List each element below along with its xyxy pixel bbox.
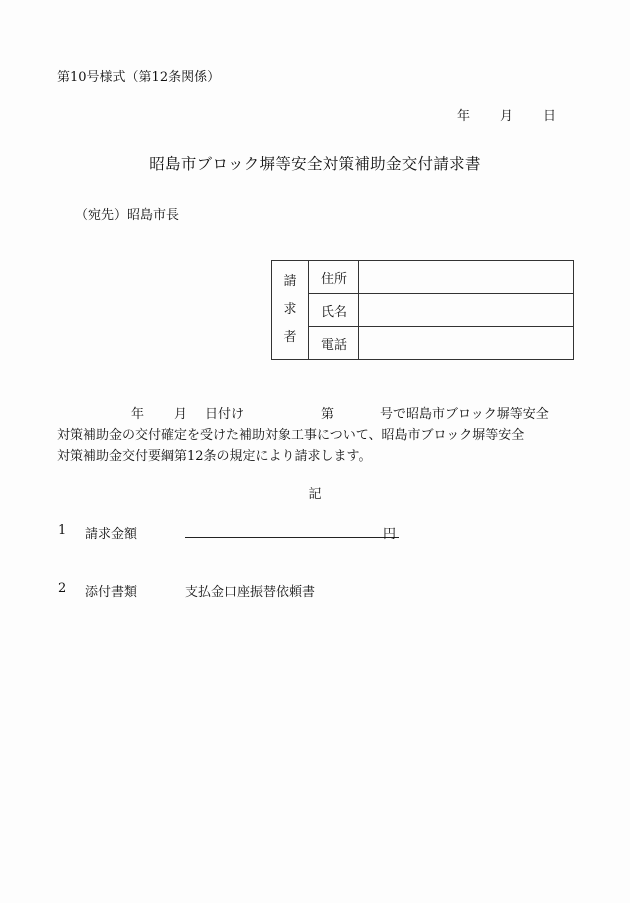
address-field[interactable]	[359, 261, 574, 294]
requester-side-char: 者	[283, 330, 297, 345]
body-date-suffix: 日付け	[205, 407, 245, 422]
phone-label: 電話	[309, 327, 359, 360]
body-dai: 第	[321, 407, 335, 422]
addressee: （宛先）昭島市長	[75, 208, 180, 223]
attachments-value: 支払金口座振替依頼書	[185, 585, 316, 600]
item-number: 1	[58, 523, 67, 538]
body-line-3: 対策補助金交付要綱第12条の規定により請求します。	[57, 449, 372, 464]
document-title: 昭島市ブロック塀等安全対策補助金交付請求書	[149, 155, 481, 173]
name-label: 氏名	[309, 294, 359, 327]
attachments-label: 添付書類	[85, 585, 138, 600]
requester-side-label	[272, 261, 309, 360]
date-day-label: 日	[543, 109, 557, 124]
note-mark: 記	[308, 487, 322, 502]
name-field[interactable]	[359, 294, 574, 327]
body-line-2: 対策補助金の交付確定を受けた補助対象工事について、昭島市ブロック塀等安全	[57, 428, 525, 443]
claim-amount-field[interactable]	[185, 537, 399, 538]
requester-table	[271, 260, 574, 360]
item-number: 2	[58, 581, 67, 596]
requester-side-char: 求	[283, 302, 297, 317]
yen-unit: 円	[383, 527, 397, 542]
date-month-label: 月	[500, 109, 514, 124]
date-year-label: 年	[457, 109, 471, 124]
phone-field[interactable]	[359, 327, 574, 360]
form-number: 第10号様式（第12条関係）	[57, 70, 221, 85]
body-month: 月	[174, 407, 188, 422]
body-line1-rest: 号で昭島市ブロック塀等安全	[380, 407, 549, 422]
claim-amount-label: 請求金額	[85, 527, 138, 542]
requester-side-char: 請	[283, 274, 297, 289]
address-label: 住所	[309, 261, 359, 294]
body-year: 年	[131, 407, 145, 422]
